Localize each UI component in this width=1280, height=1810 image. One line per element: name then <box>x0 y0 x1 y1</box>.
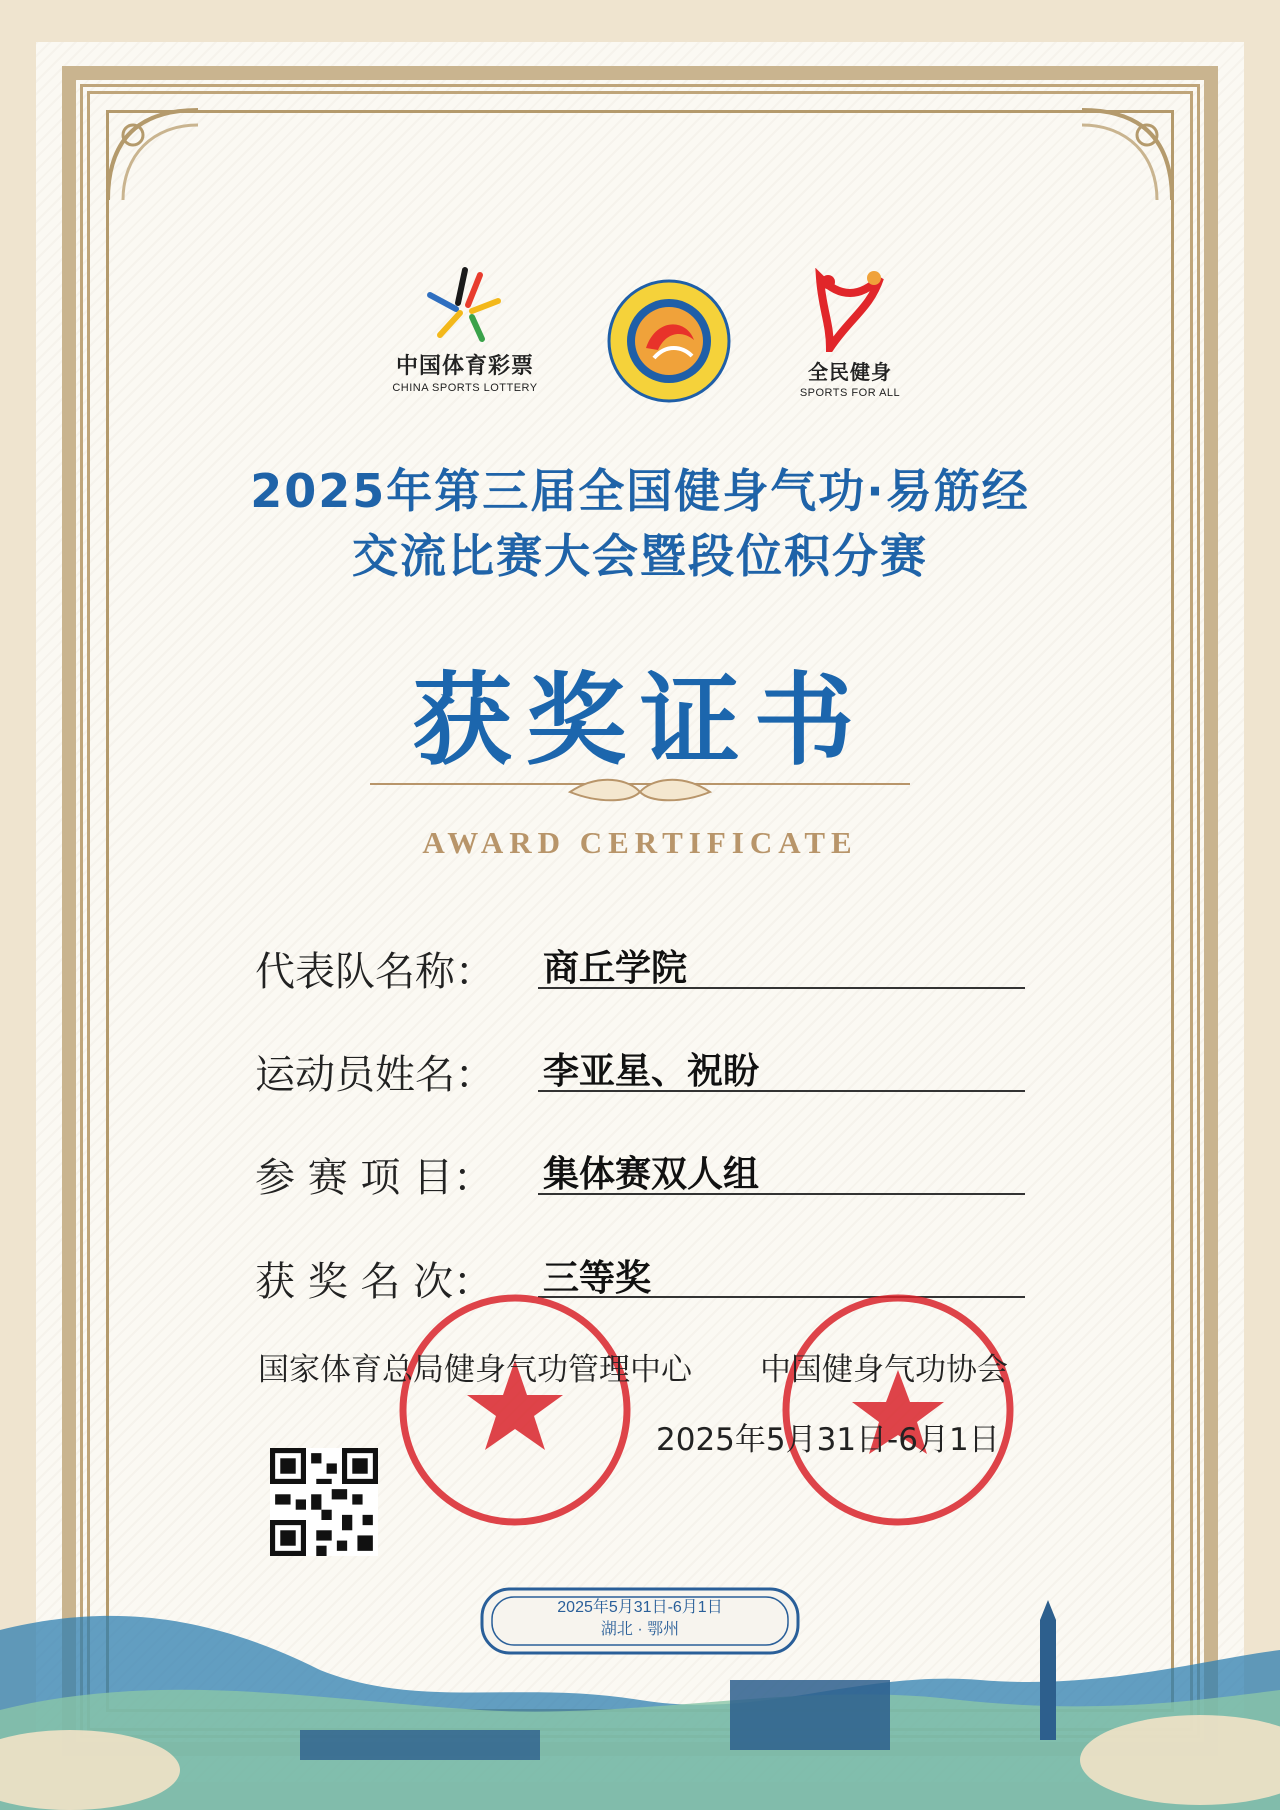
lottery-logo-en: CHINA SPORTS LOTTERY <box>392 382 538 394</box>
qr-code-icon[interactable] <box>270 1448 378 1556</box>
sports-for-all-icon <box>800 268 900 352</box>
athlete-name-value: 李亚星、祝盼 <box>543 1051 760 1092</box>
sports-for-all-en: SPORTS FOR ALL <box>799 387 901 399</box>
issue-date: 2025年5月31日-6月1日 <box>656 1422 1000 1458</box>
footer-place-text: 湖北 · 鄂州 <box>600 1621 680 1638</box>
event-item-underline <box>538 1193 1025 1195</box>
star-lottery-icon <box>420 265 510 345</box>
china-sports-lottery-logo <box>370 265 560 394</box>
team-name-value: 商丘学院 <box>543 948 688 989</box>
event-title-line1: 2025年第三届全国健身气功·易筋经 <box>250 464 1030 518</box>
award-rank-value: 三等奖 <box>543 1258 652 1299</box>
lottery-logo-cn: 中国体育彩票 <box>395 354 534 379</box>
award-rank-label: 获 奖 名 次： <box>255 1259 494 1305</box>
qigong-association-logo <box>606 278 732 408</box>
footer-date-text: 2025年5月31日-6月1日 <box>557 1599 723 1616</box>
sports-for-all-logo <box>790 268 910 399</box>
temple-building-icon <box>730 1680 890 1750</box>
official-seal-icon <box>778 1290 1018 1530</box>
issuer-org-2: 中国健身气功协会 <box>760 1352 1008 1388</box>
event-title-line2: 交流比赛大会暨段位积分赛 <box>352 529 928 583</box>
qigong-association-emblem <box>606 278 732 404</box>
issuer-org-1: 国家体育总局健身气功管理中心 <box>258 1352 692 1388</box>
certificate-title-en: AWARD CERTIFICATE <box>422 825 858 860</box>
event-item-label: 参 赛 项 目： <box>255 1155 494 1201</box>
athlete-name-underline <box>538 1090 1025 1092</box>
pagoda-icon <box>1040 1600 1056 1740</box>
event-item-value: 集体赛双人组 <box>543 1154 760 1195</box>
sports-for-all-cn: 全民健身 <box>808 360 892 384</box>
ornament-divider-icon <box>370 772 910 812</box>
official-seal-icon <box>395 1290 635 1530</box>
athlete-name-label: 运动员姓名： <box>255 1052 495 1098</box>
team-name-label: 代表队名称： <box>255 949 495 995</box>
corner-ornament-icon <box>98 100 208 210</box>
team-name-underline <box>538 987 1025 989</box>
footer-date <box>478 1594 802 1617</box>
footer-place <box>478 1616 802 1639</box>
certificate-title: 获奖证书 <box>412 661 868 779</box>
corner-ornament-icon <box>1072 100 1182 210</box>
